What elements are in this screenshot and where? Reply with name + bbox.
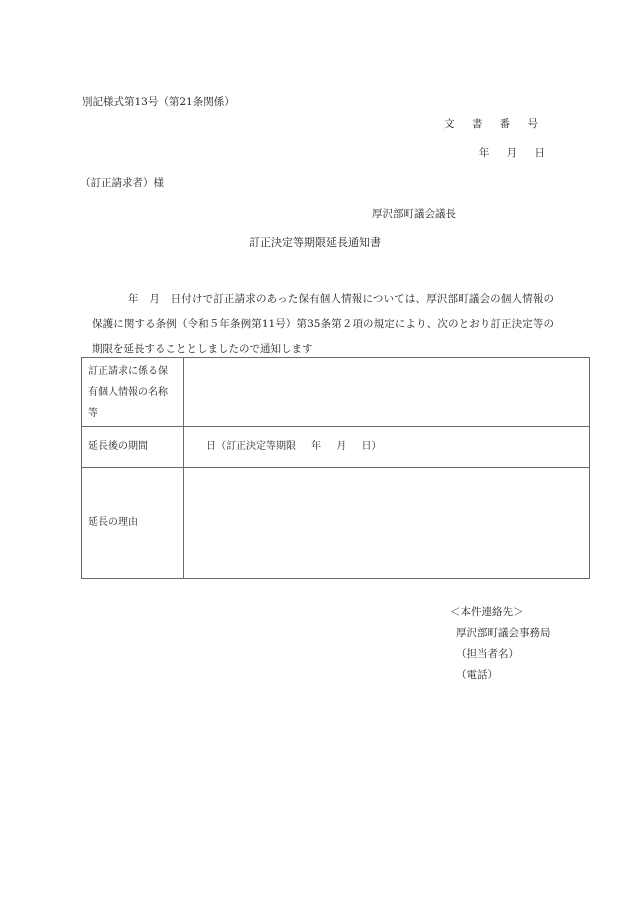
- reason-value: [184, 468, 590, 579]
- sender: 厚沢部町議会議長: [372, 208, 456, 220]
- contact-heading: ＜本件連絡先＞: [450, 606, 524, 618]
- name-value: [184, 358, 590, 427]
- contact-office: 厚沢部町議会事務局: [456, 627, 551, 639]
- document-title: 訂正決定等期限延長通知書: [249, 236, 381, 249]
- body-paragraph: 年 月 日付けで訂正請求のあった保有個人情報については、厚沢部町議会の個人情報の保護に関する条例（令和５年条例第11号）第35条第２項の規定により、次のとおり訂正決定等の期限を延長することとしましたので通知します: [92, 293, 554, 355]
- contact-phone: （電話）: [456, 669, 498, 681]
- contact-person: （担当者名）: [456, 648, 519, 660]
- reason-label: 延長の理由: [82, 468, 184, 579]
- table-row-name: [82, 358, 590, 427]
- contact-block: [450, 602, 551, 686]
- period-label: 延長後の期間: [82, 427, 184, 468]
- table-row-period: [82, 427, 590, 468]
- info-table: [81, 357, 590, 579]
- addressee: （訂正請求者）様: [80, 177, 164, 189]
- table-row-reason: [82, 468, 590, 579]
- name-label-cell: [82, 358, 184, 427]
- document-number-label: 文 書 番 号: [443, 118, 545, 130]
- document-date: 年 月 日: [478, 147, 545, 159]
- period-value: 日（訂正決定等期限 年 月 日）: [184, 427, 590, 468]
- name-label: 訂正請求に係る保有個人情報の名称等: [88, 365, 168, 419]
- form-number: 別記様式第13号（第21条関係）: [82, 96, 235, 108]
